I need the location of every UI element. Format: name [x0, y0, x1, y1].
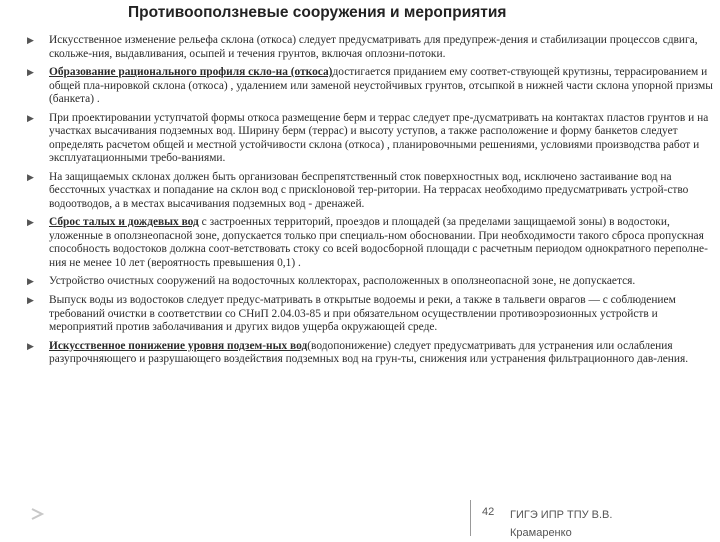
item-lead: Искусственное понижение уровня подзем-ных вод	[49, 339, 308, 352]
list-item	[26, 66, 718, 107]
item-text: Устройство очистных сооружений на водосточных коллекторах, расположенных в оползнеопасной зоне, не допускается.	[49, 275, 636, 287]
bullet-arrow-icon: ▶	[27, 68, 34, 78]
bullet-arrow-icon: ▶	[27, 113, 34, 124]
item-body	[49, 216, 718, 270]
item-lead: Сброс талых и дождевых вод	[49, 216, 199, 228]
footer-credit-line: Крамаренко	[510, 527, 572, 539]
item-body	[49, 340, 718, 367]
bullet-arrow-icon: ▶	[27, 172, 34, 183]
slide-title: Противооползневые сооружения и мероприятия	[128, 4, 507, 21]
item-lead: Образование рационального профиля скло-на (откоса)	[49, 66, 333, 78]
list-item	[26, 275, 718, 289]
bullet-arrow-icon: ▶	[27, 218, 34, 228]
bullet-arrow-icon: ▶	[27, 341, 34, 352]
footer-credit	[510, 506, 640, 542]
item-text: достигается приданием ему соответ-ствующей крутизны, террасированием и общей пла-нировкой склона (откоса) , удалением или заменой неустойчивых грунтов, отсыпкой в нижней части склона упорной призмы (банкета) .	[49, 66, 713, 105]
list-item	[26, 340, 718, 367]
list-item	[26, 171, 718, 212]
bullet-list	[26, 34, 718, 372]
list-item	[26, 34, 718, 61]
bullet-arrow-icon: ▶	[27, 296, 34, 306]
item-text: (водопонижение) следует предусматривать для устранения или ослабления разупрочняющего и разрушающего воздействия подземных вод на грун-ты, снижения или устранения фильтрационного дав-ления.	[49, 339, 689, 365]
list-item	[26, 216, 718, 270]
footer-divider	[470, 500, 475, 536]
item-text: На защищаемых склонах должен быть организован беспрепятственный сток поверхностных вод, исключено застаивание вод на бессточных участках и попадание на склон вод с прискloновой тер-ритории. На террасах необходимо предусматривать устрой-ство водоотводов, а в местах высачивания подземных вод - дренажей.	[49, 170, 689, 210]
page-number: 42	[482, 506, 495, 518]
item-text: Выпуск воды из водостоков следует предус-матривать в открытые водоемы и реки, а также в тальвеги оврагов — с соблюдением требований очистки в соответствии со СНиП 2.04.03-85 и при обязательном осуществлении противоэрозионных устройств и мероприятий против заболачивания и других видов ущерба окружающей среде.	[49, 294, 676, 333]
bullet-arrow-icon: ▶	[27, 277, 34, 287]
footer-credit-line: ГИГЭ ИПР ТПУ В.В.	[510, 509, 613, 521]
list-item	[26, 294, 718, 335]
list-item	[26, 112, 718, 166]
corner-chevron-icon	[28, 505, 46, 523]
item-text: Искусственное изменение рельефа склона (откоса) следует предусматривать для предупреж-дения и стабилизации процессов сдвига, скольже-ния, выдавливания, осыпей и течения грунтов, включая оплозни-потоки.	[49, 34, 698, 60]
item-text: При проектировании уступчатой формы откоса размещение берм и террас следует пре-дусматривать на контактах пластов грунтов и на участках высачивания подземных вод. Ширину берм (террас) и высоту уступов, а также расположение и форму банкетов следует определять расчетом общей и местной устойчивости склона (откоса) , планировочными решениями, условиями производства работ и эксплуатационными требо-ваниями.	[49, 111, 709, 164]
item-body	[49, 66, 718, 107]
bullet-arrow-icon: ▶	[27, 36, 34, 46]
item-text: с застроенных территорий, проездов и площадей (за пределами защищаемой зоны) в водостоки, уложенные в оползнеопасной зоне, допускается только при специаль-ном обосновании. При необходимости такого сброса пропускная способность водостоков должна соот-ветствовать стоку со всей водосборной площади с расчетным периодом однократного переполне-ния не менее 10 лет (вероятность превышения 0,1) .	[49, 216, 708, 269]
